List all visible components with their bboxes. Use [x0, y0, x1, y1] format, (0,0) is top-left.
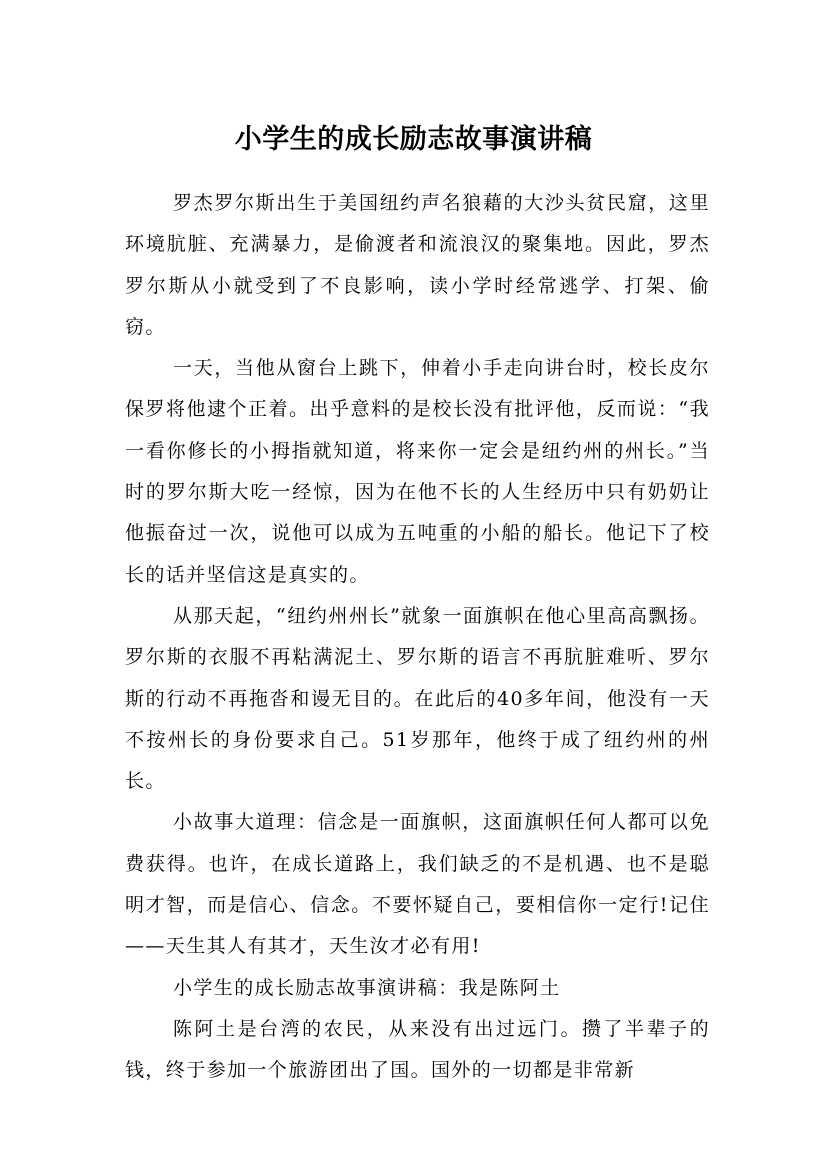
- paragraph-5: 陈阿土是台湾的农民，从来没有出过远门。攒了半辈子的钱，终于参加一个旅游团出了国。国外的一切都是非常新: [125, 1017, 710, 1082]
- paragraph-1: 罗杰罗尔斯出生于美国纽约声名狼藉的大沙头贫民窟，这里环境肮脏、充满暴力，是偷渡者和流浪汉的聚集地。因此，罗杰罗尔斯从小就受到了不良影响，读小学时经常逃学、打架、偷窃。: [125, 192, 710, 338]
- paragraph-3: 从那天起，“纽约州州长”就象一面旗帜在他心里高高飘扬。罗尔斯的衣服不再粘满泥土、罗尔斯的语言不再肮脏难听、罗尔斯的行动不再拖沓和谩无目的。在此后的40多年间，他没有一天不按州长的身份要求自己。51岁那年，他终于成了纽约州的州长。: [125, 604, 710, 793]
- paragraph-4: 小故事大道理：信念是一面旗帜，这面旗帜任何人都可以免费获得。也许，在成长道路上，我们缺乏的不是机遇、也不是聪明才智，而是信心、信念。不要怀疑自己，要相信你一定行!记住——天生其人有其才，天生汝才必有用!: [125, 811, 710, 958]
- document-title: 小学生的成长励志故事演讲稿: [234, 124, 593, 156]
- paragraph-2: 一天，当他从窗台上跳下，伸着小手走向讲台时，校长皮尔保罗将他逮个正着。出乎意料的是校长没有批评他，反而说：“我一看你修长的小拇指就知道，将来你一定会是纽约州的州长。”当时的罗尔斯大吃一经惊，因为在他不长的人生经历中只有奶奶让他振奋过一次，说他可以成为五吨重的小船的船长。他记下了校长的话并坚信这是真实的。: [125, 357, 710, 586]
- document-body: [125, 183, 710, 1092]
- section-heading: 小学生的成长励志故事演讲稿：我是陈阿土: [173, 976, 561, 999]
